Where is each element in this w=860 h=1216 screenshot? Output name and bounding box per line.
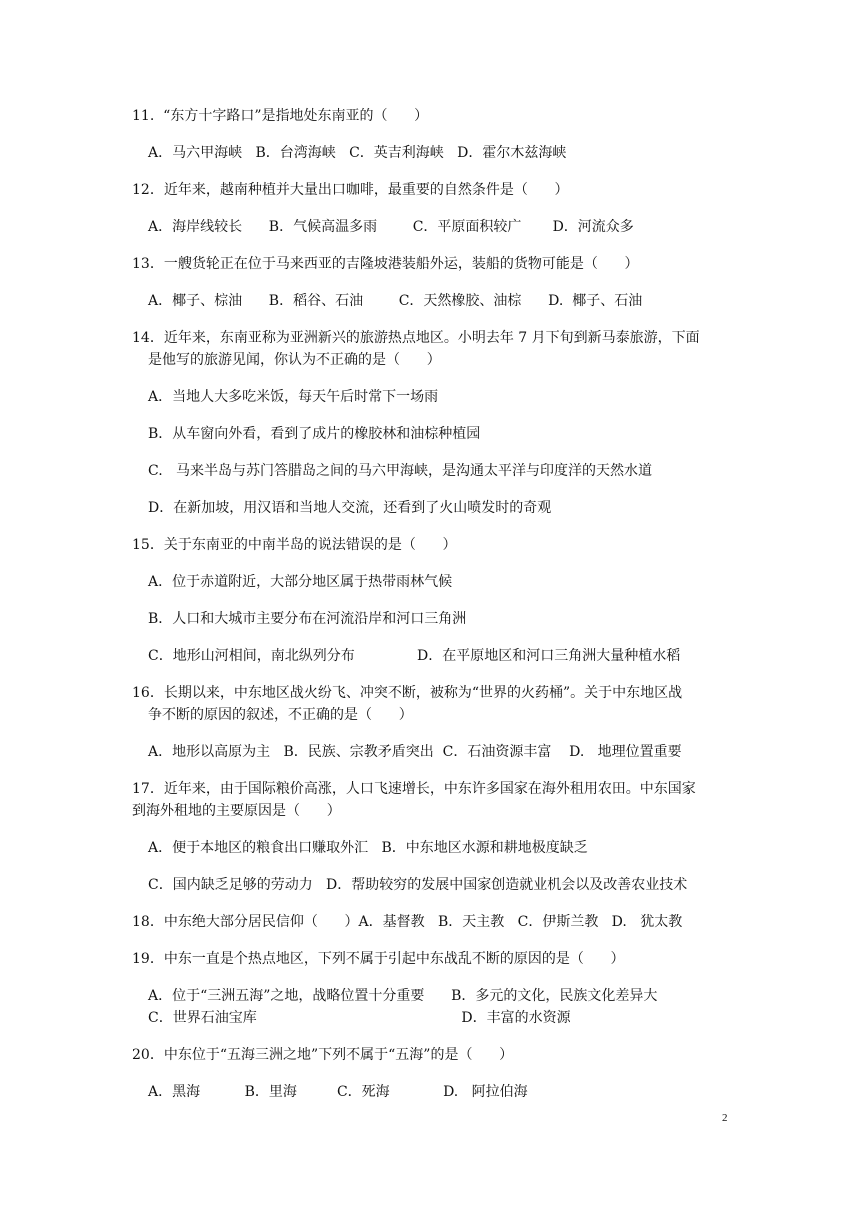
question-17-option-cd: C．国内缺乏足够的劳动力 D．帮助较穷的发展中国家创造就业机会以及改善农业技术 [148,877,688,893]
question-16-options: A．地形以高原为主 B．民族、宗教矛盾突出 C．石油资源丰富 D. 地理位置重要 [148,744,682,760]
question-17-option-ab: A．便于本地区的粮食出口赚取外汇 B．中东地区水源和耕地极度缺乏 [148,840,588,856]
question-19-option-ab: A．位于“三洲五海”之地，战略位置十分重要 B．多元的文化，民族文化差异大 [148,988,658,1004]
question-17-stem-line-1: 17．近年来，由于国际粮价高涨，人口飞速增长，中东许多国家在海外租用农田。中东国家 [132,781,696,797]
question-20-options: A．黑海 B．里海 C．死海 D. 阿拉伯海 [148,1084,528,1100]
question-14-stem-line-2: 是他写的旅游见闻，你认为不正确的是（ ） [148,352,441,368]
question-14-option-d: D．在新加坡，用汉语和当地人交流，还看到了火山喷发时的奇观 [148,500,552,516]
question-16-stem-line-1: 16．长期以来，中东地区战火纷飞、冲突不断，被称为“世界的火药桶”。关于中东地区战 [132,685,683,701]
question-15-option-cd: C．地形山河相间，南北纵列分布 D．在平原地区和河口三角洲大量种植水稻 [148,648,681,664]
page-number: 2 [722,1112,728,1124]
question-14-option-b: B．从车窗向外看，看到了成片的橡胶林和油棕种植园 [148,426,481,442]
question-13-stem: 13．一艘货轮正在位于马来西亚的吉隆坡港装船外运，装船的货物可能是（ ） [132,256,639,272]
question-15-option-b: B．人口和大城市主要分布在河流沿岸和河口三角洲 [148,611,467,627]
question-14-option-a: A．当地人大多吃米饭，每天午后时常下一场雨 [148,389,439,405]
question-15-option-a: A．位于赤道附近，大部分地区属于热带雨林气候 [148,574,453,590]
question-14-option-c: C. 马来半岛与苏门答腊岛之间的马六甲海峡，是沟通太平洋与印度洋的天然水道 [148,463,653,479]
question-11-stem: 11. “东方十字路口”是指地处东南亚的（ ） [132,108,429,124]
question-17-stem-line-2: 到海外租地的主要原因是（ ） [132,803,341,819]
question-12-options: A．海岸线较长 B．气候高温多雨 C．平原面积较广 D．河流众多 [148,219,634,235]
question-20-stem: 20．中东位于“五海三洲之地”下列不属于“五海”的是（ ） [132,1047,514,1063]
question-19-option-cd: C．世界石油宝库 D．丰富的水资源 [148,1010,571,1026]
question-13-options: A．椰子、棕油 B．稻谷、石油 C．天然橡胶、油棕 D. 椰子、石油 [148,293,643,309]
question-11-options: A．马六甲海峡 B．台湾海峡 C．英吉利海峡 D．霍尔木兹海峡 [148,145,567,161]
question-12-stem: 12．近年来，越南种植并大量出口咖啡，最重要的自然条件是（ ） [132,182,569,198]
question-18-stem: 18．中东绝大部分居民信仰（ ）A．基督教 B．天主教 C．伊斯兰教 D. 犹太教 [132,914,683,930]
question-15-stem: 15．关于东南亚的中南半岛的说法错误的是（ ） [132,537,457,553]
question-19-stem: 19．中东一直是个热点地区，下列不属于引起中东战乱不断的原因的是（ ） [132,951,625,967]
question-14-stem-line-1: 14．近年来，东南亚称为亚洲新兴的旅游热点地区。小明去年 7 月下旬到新马泰旅游，下面 [132,330,700,346]
question-16-stem-line-2: 争不断的原因的叙述，不正确的是（ ） [148,707,413,723]
